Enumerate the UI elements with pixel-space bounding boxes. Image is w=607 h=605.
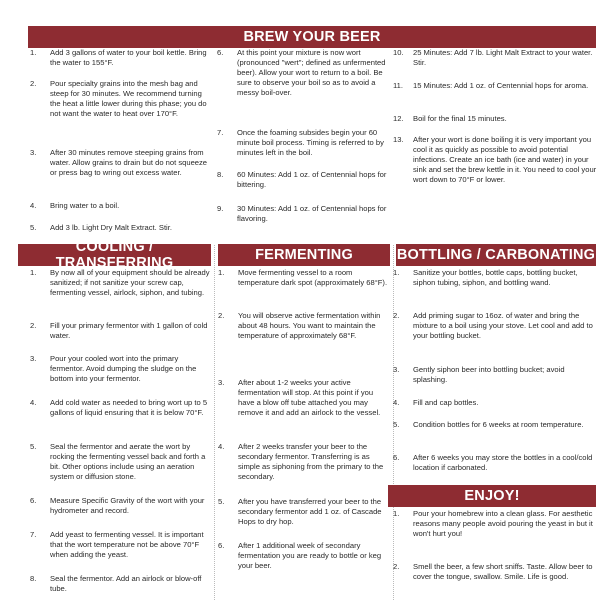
step-number: 6.	[218, 541, 225, 550]
list-item: 2. You will observe active fermentation within about 48 hours. You want to maintain the temperature of approximately 68°F.	[218, 311, 381, 340]
step-number: 2.	[393, 311, 400, 320]
list-item: 5. Add 3 lb. Light Dry Malt Extract. Stir.	[30, 223, 172, 232]
step-number: 2.	[393, 562, 400, 571]
list-item: 5. Condition bottles for 6 weeks at room temperature.	[393, 420, 584, 429]
list-item: 3. After 30 minutes remove steeping grains from water. Allow grains to drain but do not squeeze or press bag to wring out excess water.	[30, 148, 208, 177]
step-number: 11.	[393, 81, 403, 90]
step-number: 1.	[30, 48, 37, 57]
list-item: 2. Smell the beer, a few short sniffs. Taste. Allow beer to cover the tongue, swallow. Smile. Life is good.	[393, 562, 593, 581]
step-number: 4.	[30, 398, 37, 407]
step-number: 1.	[393, 509, 400, 518]
step-number: 3.	[218, 378, 225, 387]
step-number: 10.	[393, 48, 404, 57]
list-item: 10. 25 Minutes: Add 7 lb. Light Malt Extract to your water. Stir.	[393, 48, 593, 67]
list-item: 1. Pour your homebrew into a clean glass. For aesthetic reasons many people avoid pouring the yeast in but it won't hurt you!	[393, 509, 593, 538]
list-item: 13. After your wort is done boiling it is very important you cool it as quickly as possible to avoid potential infections. Create an ice bath (ice and water) in your sink and set the brew kettle in it. You need to cool your wort down to 70°F or lower.	[393, 135, 597, 184]
list-item: 6. After 1 additional week of secondary fermentation you are ready to bottle or keg your beer.	[218, 541, 382, 570]
list-item: 8. 60 Minutes: Add 1 oz. of Centennial hops for bittering.	[217, 170, 387, 189]
list-item: 4. Add cold water as needed to bring wort up to 5 gallons of liquid ensuring that it is below 70°F.	[30, 398, 208, 417]
list-item: 5. Seal the fermentor and aerate the wort by rocking the fermenting vessel back and forth a bit. Other options include using an aeration system or diffusion stone.	[30, 442, 206, 481]
step-number: 1.	[393, 268, 400, 277]
step-number: 2.	[30, 321, 37, 330]
cooling-transferring-header: COOLING / TRANSFERRING	[18, 244, 211, 266]
step-number: 2.	[218, 311, 225, 320]
step-number: 9.	[217, 204, 224, 213]
list-item: 4. After 2 weeks transfer your beer to the secondary fermentor. Transferring is as simple as siphoning from the primary to the secondary.	[218, 442, 384, 481]
step-number: 5.	[30, 442, 37, 451]
step-number: 8.	[217, 170, 224, 179]
list-item: 3. Pour your cooled wort into the primary fermentor. Avoid dumping the sludge on the bottom into your fermentor.	[30, 354, 197, 383]
list-item: 4. Bring water to a boil.	[30, 201, 120, 210]
step-number: 6.	[217, 48, 224, 57]
step-number: 2.	[30, 79, 37, 88]
list-item: 11. 15 Minutes: Add 1 oz. of Centennial hops for aroma.	[393, 81, 589, 90]
list-item: 2. Add priming sugar to 16oz. of water and bring the mixture to a boil using your stove. Let cool and add to your bottling bucket.	[393, 311, 593, 340]
enjoy-header: ENJOY!	[388, 485, 596, 507]
step-number: 1.	[218, 268, 225, 277]
step-number: 5.	[393, 420, 400, 429]
step-number: 6.	[30, 496, 37, 505]
list-item: 6. Measure Specific Gravity of the wort with your hydrometer and record.	[30, 496, 205, 515]
list-item: 9. 30 Minutes: Add 1 oz. of Centennial hops for flavoring.	[217, 204, 387, 223]
step-number: 5.	[218, 497, 225, 506]
list-item: 3. Gently siphon beer into bottling bucket; avoid splashing.	[393, 365, 565, 384]
step-number: 1.	[30, 268, 37, 277]
list-item: 1. Add 3 gallons of water to your boil kettle. Bring the water to 155°F.	[30, 48, 207, 67]
list-item: 6. At this point your mixture is now wort (pronounced "wert"; defined as unfermented beer). Allow your wort to return to a boil. Be sure to observe your boil so as to avoid a messy boil-over.	[217, 48, 386, 97]
step-number: 4.	[393, 398, 400, 407]
step-number: 4.	[30, 201, 37, 210]
list-item: 1. Move fermenting vessel to a room temperature dark spot (approximately 68°F).	[218, 268, 388, 287]
step-number: 13.	[393, 135, 404, 144]
list-item: 8. Seal the fermentor. Add an airlock or blow-off tube.	[30, 574, 202, 593]
list-item: 2. Fill your primary fermentor with 1 gallon of cold water.	[30, 321, 208, 340]
list-item: 3. After about 1-2 weeks your active fermentation will stop. At this point if you have a blow off tube attached you may remove it and add an airlock to the vessel.	[218, 378, 381, 417]
step-number: 8.	[30, 574, 37, 583]
step-number: 4.	[218, 442, 225, 451]
list-item: 7. Once the foaming subsides begin your 60 minute boil process. Timing is referred to by minutes left in the boil.	[217, 128, 384, 157]
list-item: 6. After 6 weeks you may store the bottles in a cool/cold location if carbonated.	[393, 453, 593, 472]
list-item: 7. Add yeast to fermenting vessel. It is important that the wort temperature not be above 70°F when adding the yeast.	[30, 530, 204, 559]
list-item: 2. Pour specialty grains into the mesh bag and steep for 30 minutes. We recommend turning the heat a little lower during this phase; you do not want the water to heat over 170°F.	[30, 79, 207, 118]
step-number: 6.	[393, 453, 400, 462]
list-item: 4. Fill and cap bottles.	[393, 398, 479, 407]
step-number: 12.	[393, 114, 404, 123]
list-item: 1. Sanitize your bottles, bottle caps, bottling bucket, siphon tubing, siphon, and bottling wand.	[393, 268, 578, 287]
step-number: 5.	[30, 223, 37, 232]
list-item: 5. After you have transferred your beer to the secondary fermentor add 1 oz. of Cascade Hops to dry hop.	[218, 497, 382, 526]
column-divider	[214, 245, 215, 600]
step-number: 7.	[217, 128, 224, 137]
fermenting-header: FERMENTING	[218, 244, 390, 266]
brew-your-beer-header: BREW YOUR BEER	[28, 26, 596, 48]
list-item: 1. By now all of your equipment should be already sanitized; if not sanitize your screw cap, fermenting vessel, airlock, siphon, and tubing.	[30, 268, 210, 297]
step-number: 3.	[393, 365, 400, 374]
step-number: 3.	[30, 354, 37, 363]
step-number: 3.	[30, 148, 37, 157]
step-number: 7.	[30, 530, 37, 539]
bottling-carbonating-header: BOTTLING / CARBONATING	[396, 244, 596, 266]
list-item: 12. Boil for the final 15 minutes.	[393, 114, 507, 123]
